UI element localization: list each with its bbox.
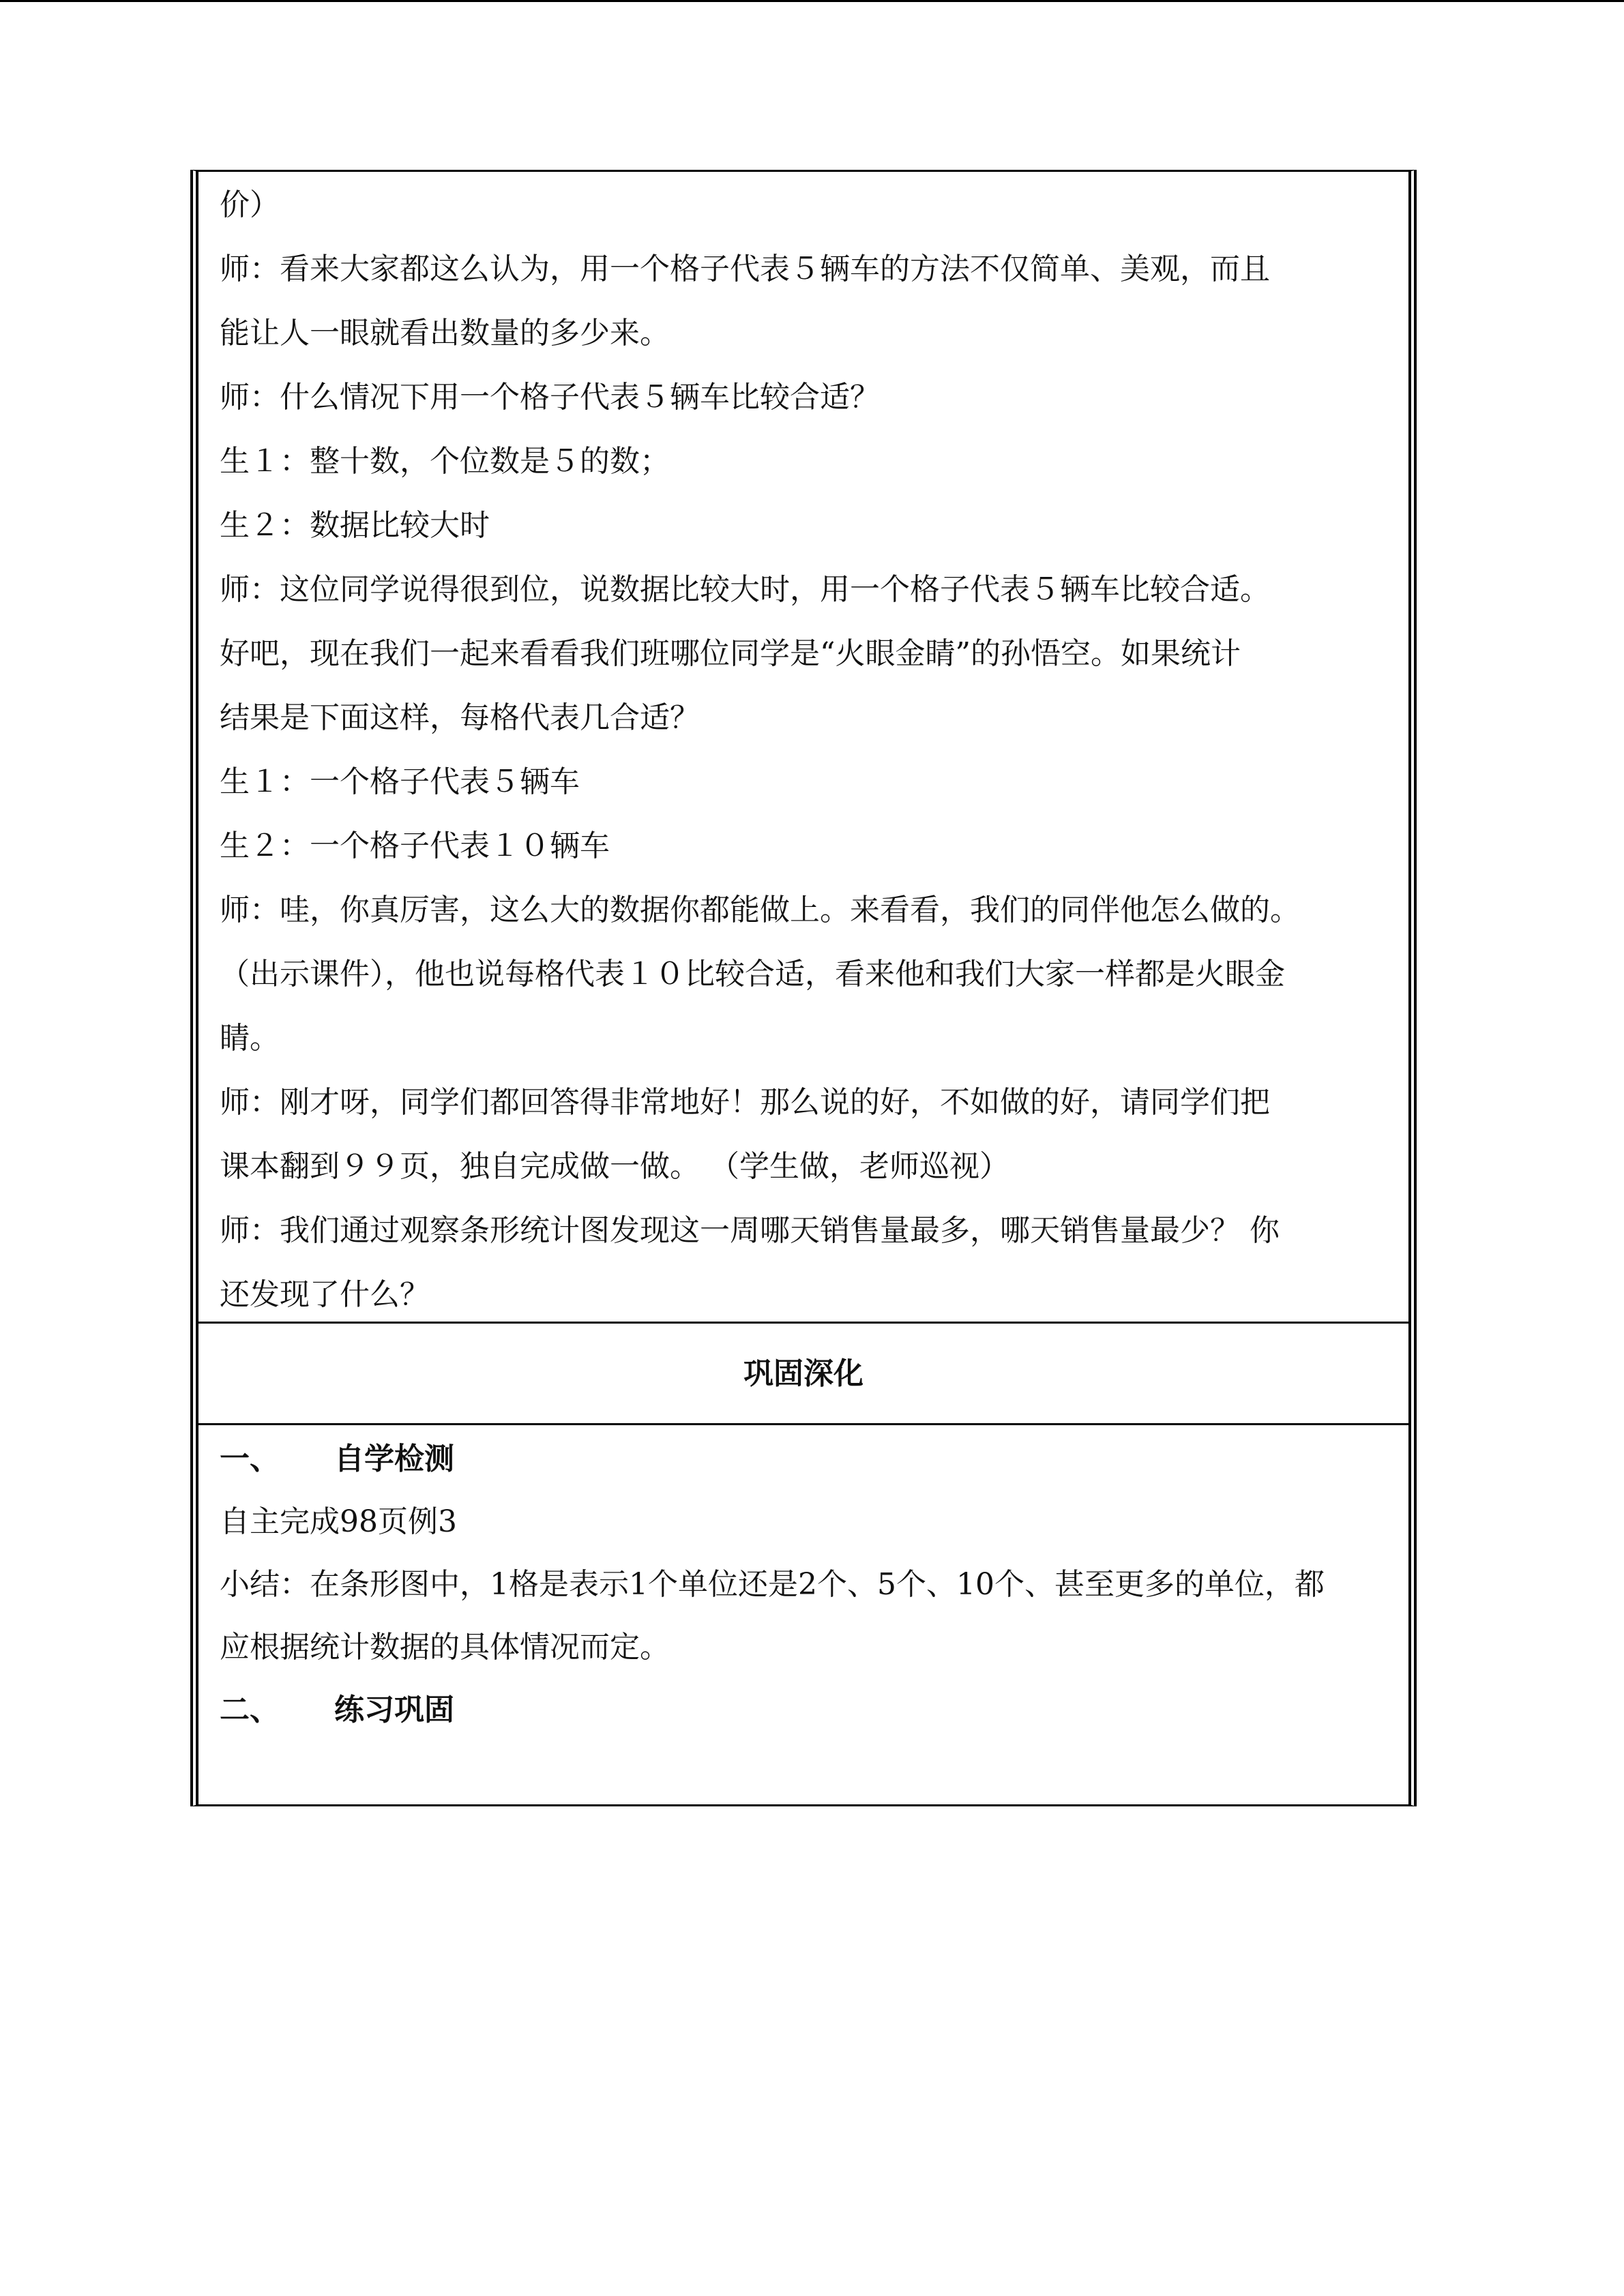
dialogue-line: 师：我们通过观察条形统计图发现这一周哪天销售量最多，哪天销售量最少？ 你 bbox=[220, 1213, 1280, 1248]
dialogue-line: 睛。 bbox=[220, 1021, 280, 1056]
dialogue-line: 生１：整十数，个位数是５的数； bbox=[220, 444, 670, 479]
dialogue-line: 价） bbox=[220, 188, 280, 222]
section-one-number: 一、 bbox=[220, 1442, 280, 1476]
dialogue-line: 师：刚才呀，同学们都回答得非常地好！那么说的好，不如做的好，请同学们把 bbox=[220, 1085, 1270, 1120]
dialogue-line: （出示课件），他也说每格代表１０比较合适，看来他和我们大家一样都是火眼金 bbox=[220, 957, 1285, 992]
page-top-rule bbox=[0, 0, 1624, 2]
section-one-title: 自学检测 bbox=[334, 1442, 454, 1476]
section-two-heading bbox=[220, 1691, 1402, 1729]
exercise-cell bbox=[198, 1425, 1408, 1804]
summary-line: 应根据统计数据的具体情况而定。 bbox=[220, 1630, 670, 1665]
dialogue-line: 师：哇，你真厉害，这么大的数据你都能做上。来看看，我们的同伴他怎么做的。 bbox=[220, 893, 1300, 927]
dialogue-line: 生２：数据比较大时 bbox=[220, 508, 490, 543]
dialogue-line: 还发现了什么？ bbox=[220, 1277, 430, 1312]
dialogue-line: 能让人一眼就看出数量的多少来。 bbox=[220, 316, 670, 351]
exercise-line: 自主完成98页例3 bbox=[220, 1504, 457, 1539]
section-two-number: 二、 bbox=[220, 1693, 280, 1727]
section-one-heading bbox=[220, 1440, 1402, 1478]
dialogue-line: 师：这位同学说得很到位，说数据比较大时，用一个格子代表５辆车比较合适。 bbox=[220, 572, 1270, 607]
dialogue-line: 好吧，现在我们一起来看看我们班哪位同学是“火眼金睛”的孙悟空。如果统计 bbox=[220, 636, 1241, 671]
section-heading-row bbox=[198, 1322, 1408, 1425]
dialogue-line: 生２：一个格子代表１０辆车 bbox=[220, 829, 610, 863]
dialogue-line: 生１：一个格子代表５辆车 bbox=[220, 764, 580, 799]
dialogue-line: 师：看来大家都这么认为，用一个格子代表５辆车的方法不仅简单、美观，而且 bbox=[220, 252, 1270, 286]
dialogue-cell bbox=[198, 172, 1408, 1322]
dialogue-line: 结果是下面这样，每格代表几合适？ bbox=[220, 700, 700, 735]
summary-line: 小结：在条形图中，1格是表示1个单位还是2个、5个、10个、甚至更多的单位，都 bbox=[220, 1567, 1325, 1602]
section-heading: 巩固深化 bbox=[743, 1356, 863, 1391]
dialogue-line: 师：什么情况下用一个格子代表５辆车比较合适？ bbox=[220, 380, 880, 415]
lesson-table bbox=[190, 170, 1417, 1806]
section-two-title: 练习巩固 bbox=[334, 1693, 454, 1727]
dialogue-line: 课本翻到９９页，独自完成做一做。 （学生做，老师巡视） bbox=[220, 1149, 1009, 1184]
